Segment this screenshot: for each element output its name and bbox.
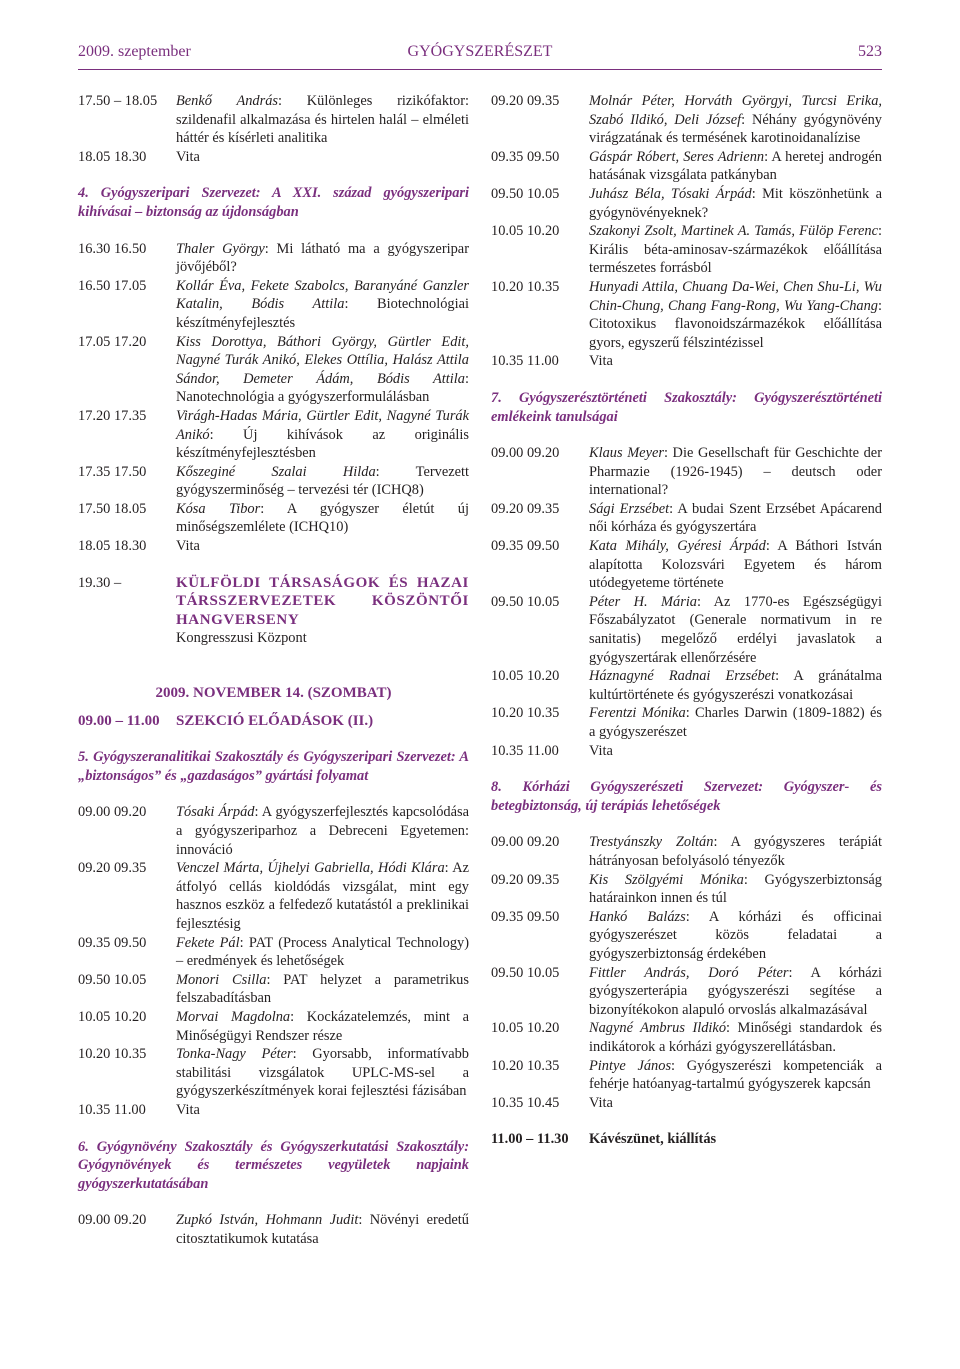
entry-title: : Gyorsabb, informatívabb stabilitási vizsgálatok UPLC-MS-sel a gyógyszerkészítmények korai fejlesztési fázisában [176, 1046, 469, 1100]
entry-time: 17.20 17.35 [78, 407, 147, 424]
program-entry [491, 871, 882, 908]
program-entry [491, 444, 882, 500]
entry-title: Vita [176, 538, 200, 555]
entry-title: : A gyógyszeres terápiát hátrányosan befolyásoló tényezők [589, 834, 882, 869]
program-entry [491, 704, 882, 741]
entry-time: 10.35 11.00 [78, 1101, 146, 1118]
entry-title: Vita [589, 353, 613, 370]
entry-time: 18.05 18.30 [78, 538, 147, 555]
entry-authors: Tósaki Árpád [176, 804, 255, 821]
program-entry [78, 407, 469, 463]
entry-time: 10.20 10.35 [78, 1046, 147, 1063]
event-place: Kongresszusi Központ [176, 630, 307, 647]
program-entry [78, 803, 469, 859]
entry-authors: Péter H. Mária [589, 593, 698, 610]
program-entry [491, 92, 882, 148]
entry-time: 16.30 16.50 [78, 240, 147, 257]
entry-time: 10.05 10.20 [491, 1020, 560, 1037]
section-heading-5: 5. Gyógyszeranalitikai Szakosztály és Gyógyszeripari Szervezet: A „biztonságos” és „gazdaságos” gyártási folyamat [78, 749, 469, 784]
entry-authors: Tonka-Nagy Péter [176, 1046, 293, 1063]
entry-authors: Fittler András, Doró Péter [589, 964, 789, 981]
entry-time: 18.05 18.30 [78, 148, 147, 165]
entry-title: : A gyógyszerfejlesztés kapcsolódása a gyógyszeriparhoz a Debreceni Egyetemen: innováció [176, 804, 469, 858]
program-block [491, 92, 882, 371]
entry-authors: Pintye János [589, 1057, 672, 1074]
entry-title: : Nanotechnológia a gyógyszerformulálásban [176, 370, 469, 406]
entry-authors: Benkő András [176, 93, 279, 109]
section-heading-4: 4. Gyógyszeripari Szervezet: A XXI. század gyógyszeripari kihívásai – biztonság az újdonságban [78, 185, 469, 220]
program-entry [491, 833, 882, 870]
program-entry [491, 278, 882, 352]
program-entry [491, 185, 882, 222]
session-heading [78, 712, 469, 731]
program-block [78, 240, 469, 556]
program-entry [78, 1101, 469, 1120]
session-title: SZEKCIÓ ELŐADÁSOK (II.) [176, 712, 374, 729]
entry-time: 09.00 09.20 [78, 1212, 147, 1229]
program-entry [491, 222, 882, 278]
entry-time: 10.05 10.20 [491, 668, 560, 685]
left-column [78, 92, 469, 1248]
program-entry [78, 859, 469, 933]
entry-authors: Trestyánszky Zoltán [589, 834, 714, 851]
entry-time: 17.35 17.50 [78, 463, 147, 480]
entry-time: 10.35 11.00 [491, 353, 559, 370]
entry-title: : A heretej androgén hatásának vizsgálata patkányban [589, 148, 882, 184]
entry-title: Vita [176, 148, 200, 165]
coffee-break-time: 11.00 – 11.30 [491, 1131, 569, 1148]
entry-title: : A budai Szent Erzsébet Apácarend női kórháza és gyógyszertára [589, 500, 882, 536]
entry-authors: Kósa Tibor [176, 500, 261, 517]
entry-title: Vita [589, 742, 613, 759]
entry-authors: Kiss Dorottya, Báthori György, Gürtler Edit, Nagyné Turák Anikó, Elekes Ottília, Halász Attila Sándor, Demeter Ádám, Bódis Attila [176, 333, 469, 387]
program-block [78, 92, 469, 166]
entry-time: 09.20 09.35 [491, 500, 560, 517]
entry-time: 09.20 09.35 [491, 871, 560, 888]
entry-title: : Különleges rizikófaktor: szildenafil alkalmazása és hirtelen halál – elméleti háttér és kísérleti analitika [176, 93, 469, 147]
entry-title: : PAT (Process Analytical Technology) – eredmények és lehetőségek [176, 934, 469, 970]
entry-title: Vita [589, 1094, 613, 1111]
entry-authors: Morvai Magdolna [176, 1008, 291, 1025]
entry-time: 09.35 09.50 [491, 148, 560, 165]
entry-authors: Juhász Béla, Tósaki Árpád [589, 185, 752, 202]
program-entry [78, 971, 469, 1008]
entry-title: : Gyógyszerbiztonság határainkon innen és túl [589, 871, 883, 907]
entry-title: : Minőségi standardok és indikátorok a kórházi gyógyszerellátásban. [589, 1020, 882, 1055]
evening-event [78, 574, 469, 648]
entry-time: 09.35 09.50 [78, 934, 147, 951]
program-entry [491, 908, 882, 964]
entry-title: : Új kihívások az originális készítményfejlesztésben [176, 426, 469, 462]
entry-time: 09.50 10.05 [491, 185, 560, 202]
entry-authors: Molnár Péter, Horváth Györgyi, Turcsi Erika, Szabó Ildikó, Deli József [589, 93, 882, 128]
entry-time: 10.35 10.45 [491, 1094, 560, 1111]
entry-title: : Az átfolyó cellás kioldódás vizsgálat, mint egy hasznos eszköz a felfedező kutatástól a preklinikai fejlesztésig [176, 860, 469, 932]
entry-title: : Mit köszönhetünk a gyógynövényeknek? [589, 185, 883, 221]
entry-time: 09.50 10.05 [78, 971, 147, 988]
program-entry [491, 742, 882, 761]
entry-time: 16.50 17.05 [78, 277, 147, 294]
program-entry [491, 352, 882, 371]
entry-title: : Kockázatelemzés, mint a Minőségügyi Rendszer része [176, 1008, 469, 1044]
entry-title: : Biotechnológiai készítményfejlesztés [176, 296, 469, 331]
entry-time: 09.35 09.50 [491, 908, 560, 925]
program-entry [78, 277, 469, 333]
entry-authors: Kőszeginé Szalai Hilda [176, 463, 376, 480]
entry-authors: Venczel Márta, Újhelyi Gabriella, Hódi Klára [176, 860, 445, 877]
journal-title: GYÓGYSZERÉSZET [407, 43, 553, 60]
entry-time: 10.20 10.35 [491, 705, 560, 722]
program-entry [78, 1045, 469, 1101]
entry-authors: Kollár Éva, Fekete Szabolcs, Baranyáné Ganzler Katalin, Bódis Attila [176, 277, 469, 313]
entry-time: 09.00 09.20 [491, 834, 560, 851]
entry-authors: Nagyné Ambrus Ildikó [589, 1020, 727, 1037]
program-entry [78, 1211, 469, 1248]
coffee-break-label: Kávészünet, kiállítás [589, 1131, 717, 1148]
program-entry [491, 593, 882, 667]
entry-title: : Tervezett gyógyszerminőség – tervezési tér (ICHQ8) [176, 463, 469, 499]
entry-authors: Monori Csilla [176, 971, 267, 988]
entry-title: : A kórházi és officinai gyógyszerészet közös feladatai a gyógyszerbiztonság érdekében [589, 908, 882, 962]
program-block [78, 1211, 469, 1248]
entry-title: : A kórházi gyógyszerterápia gyógyszerészi segítése a bizonyítékokon alapuló orvoslás alkalmazásával [589, 964, 882, 1018]
right-column [491, 92, 882, 1149]
entry-title: : A Báthori István alapította Kolozsvári Egyetem és három utódegyeteme története [589, 538, 882, 592]
entry-authors: Fekete Pál [176, 934, 240, 951]
program-entry [78, 537, 469, 556]
entry-authors: Zupkó István, Hohmann Judit [176, 1212, 359, 1229]
entry-title: : Citotoxikus flavonoidszármazékok előállítása gyors, egyszerű félszintézissel [589, 297, 882, 351]
issue-date: 2009. szeptember [78, 43, 191, 60]
program-entry [491, 1057, 882, 1094]
program-entry [78, 240, 469, 277]
event-title: KÜLFÖLDI TÁRSASÁGOK ÉS HAZAI TÁRSSZERVEZETEK KÖSZÖNTŐI HANGVERSENY [176, 574, 469, 628]
day-heading: 2009. NOVEMBER 14. (SZOMBAT) [155, 685, 392, 702]
entry-time: 17.50 – 18.05 [78, 93, 158, 109]
entry-authors: Hankó Balázs [589, 908, 686, 925]
entry-time: 09.00 09.20 [78, 804, 147, 821]
entry-authors: Kis Szölgyémi Mónika [589, 871, 744, 888]
program-entry [78, 500, 469, 537]
entry-title: : Királis béta-aminosav-származékok előállítása természetes forrásból [589, 223, 882, 277]
entry-authors: Hunyadi Attila, Chuang Da-Wei, Chen Shu-Li, Wu Chin-Chung, Chang Fang-Rong, Wu Yang-Chang [589, 278, 882, 314]
program-entry [78, 1008, 469, 1045]
program-entry [491, 964, 882, 1020]
entry-time: 09.50 10.05 [491, 964, 560, 981]
entry-title: : A gránátalma kultúrtörténete és gyógyszerészi vonatkozásai [589, 668, 882, 703]
program-block [78, 803, 469, 1119]
program-entry [491, 537, 882, 593]
entry-authors: Gáspár Róbert, Seres Adrienn [589, 148, 765, 165]
program-entry [78, 148, 469, 167]
entry-time: 09.00 09.20 [491, 445, 560, 462]
coffee-break [491, 1130, 882, 1149]
entry-authors: Kata Mihály, Gyéresi Árpád [589, 538, 766, 555]
program-entry [491, 1019, 882, 1056]
program-entry [78, 333, 469, 407]
entry-time: 10.20 10.35 [491, 1057, 560, 1074]
header-rule [78, 69, 882, 70]
entry-authors: Sági Erzsébet [589, 500, 670, 517]
entry-title: : Növényi eredetű citosztatikumok kutatása [176, 1212, 469, 1247]
entry-authors: Thaler György [176, 240, 265, 257]
entry-title: : Mi látható ma a gyógyszeripar jövőjéből? [176, 240, 469, 276]
program-entry [78, 934, 469, 971]
section-heading-6: 6. Gyógynövény Szakosztály és Gyógyszerkutatási Szakosztály: Gyógynövények és természetes vegyületek napjaink gyógyszerkutatásában [78, 1138, 469, 1192]
section-heading-7: 7. Gyógyszerésztörténeti Szakosztály: Gyógyszerésztörténeti emlékeink tanulságai [491, 389, 882, 425]
entry-time: 09.35 09.50 [491, 538, 560, 555]
entry-time: 09.50 10.05 [491, 593, 560, 610]
entry-title: : Charles Darwin (1809-1882) és a gyógyszerészet [589, 705, 882, 740]
entry-title: : A gyógyszer életút új minőségszemlélete (ICHQ10) [176, 500, 469, 536]
program-entry [491, 667, 882, 704]
entry-time: 10.35 11.00 [491, 742, 559, 759]
entry-time: 09.20 09.35 [491, 93, 560, 109]
entry-title: : Az 1770-es Egészségügyi Főszabályzatot (Generale normativum in re sanitatis) megelőző erdélyi javaslatok a gyógyszertárak ellenőrzésére [589, 593, 883, 666]
program-entry [78, 92, 469, 148]
entry-time: 17.05 17.20 [78, 333, 147, 350]
entry-authors: Ferentzi Mónika [589, 705, 686, 722]
entry-authors: Háznagyné Radnai Erzsébet [589, 668, 776, 685]
entry-time: 10.05 10.20 [78, 1008, 147, 1025]
page-header [78, 43, 882, 65]
entry-time: 10.20 10.35 [491, 278, 560, 295]
section-heading-8: 8. Kórházi Gyógyszerészeti Szervezet: Gyógyszer- és betegbiztonság, új terápiás lehetőségek [491, 779, 882, 814]
program-entry [78, 463, 469, 500]
event-time: 19.30 – [78, 574, 122, 591]
program-entry [491, 500, 882, 537]
program-block [491, 833, 882, 1112]
program-block [491, 444, 882, 760]
entry-title: : Gyógyszerészi kompetenciák a fehérje hatóanyag-tartalmú gyógyszerek kapcsán [589, 1057, 882, 1093]
entry-authors: Virágh-Hadas Mária, Gürtler Edit, Nagyné Turák Anikó [176, 407, 469, 443]
entry-title: : PAT helyzet a parametrikus felszabadításban [176, 971, 469, 1007]
program-entry [491, 1094, 882, 1113]
entry-time: 09.20 09.35 [78, 860, 147, 877]
session-time: 09.00 – 11.00 [78, 712, 160, 729]
entry-authors: Szakonyi Zsolt, Martinek A. Tamás, Fülöp Ferenc [589, 223, 878, 240]
program-entry [491, 148, 882, 185]
page-number: 523 [858, 43, 882, 60]
entry-time: 17.50 18.05 [78, 500, 147, 517]
entry-title: Vita [176, 1101, 200, 1118]
entry-title: : Néhány gyógynövény virágzatának és termésének karotinoidanalízise [589, 111, 882, 147]
entry-title: : Die Gesellschaft für Geschichte der Pharmazie (1926-1945) – deutsch oder international? [589, 445, 882, 499]
entry-authors: Klaus Meyer [589, 445, 664, 462]
entry-time: 10.05 10.20 [491, 223, 560, 240]
